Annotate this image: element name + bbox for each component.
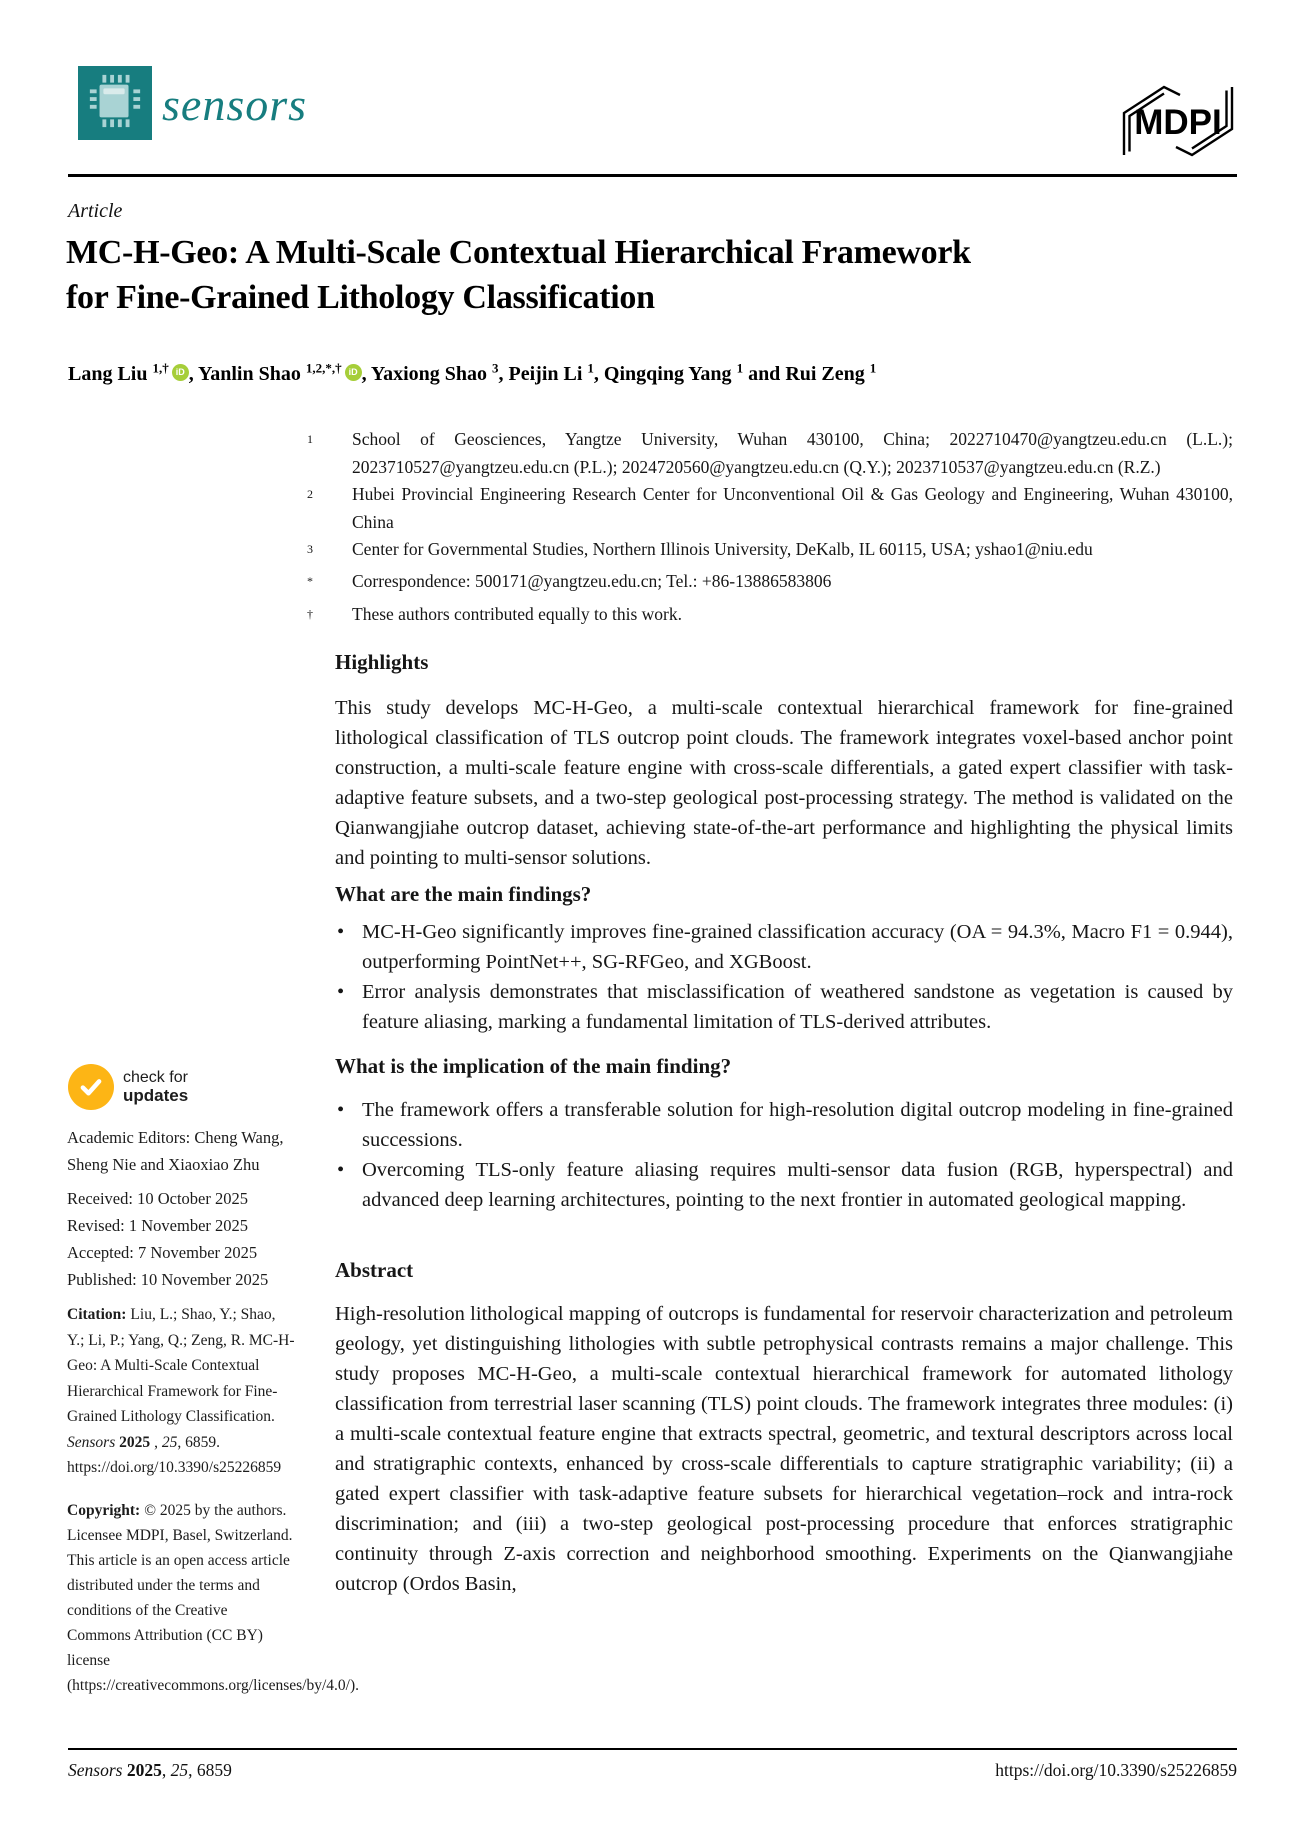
findings-question: What are the main findings?: [335, 881, 592, 906]
academic-editors: Academic Editors: Cheng Wang, Sheng Nie and Xiaoxiao Zhu: [67, 1128, 284, 1174]
check-for-updates-badge[interactable]: [68, 1064, 188, 1110]
list-item: • MC-H-Geo significantly improves fine-grained classification accuracy (OA = 94.3%, Macro F1 = 0.944), outperforming PointNet++, SG-RFGeo, and XGBoost.: [335, 917, 1233, 977]
bullet-icon: •: [337, 1158, 345, 1181]
published-date: Published: 10 November 2025: [67, 1270, 269, 1289]
findings-bullets: [335, 917, 1233, 1037]
citation-label: Citation:: [67, 1306, 127, 1323]
mdpi-logo-text: MDPI: [1134, 103, 1222, 142]
paper-title-line1: MC-H-Geo: A Multi-Scale Contextual Hierarchical Framework: [66, 234, 971, 271]
affiliation-item: $^3$ Center for Governmental Studies, Northern Illinois University, DeKalb, IL 60115, USA; yshao1@niu.edu: [307, 539, 1093, 559]
footer-rule: [68, 1748, 1237, 1750]
badge-line2: updates: [123, 1086, 189, 1105]
journal-name: sensors: [162, 79, 308, 130]
revised-date: Revised: 1 November 2025: [67, 1216, 249, 1235]
chip-icon: [86, 72, 144, 135]
author: Yaxiong Shao $^3$,: [370, 360, 509, 385]
author: Rui Zeng $^1$: [785, 360, 877, 385]
orcid-icon[interactable]: iD: [345, 364, 362, 381]
affiliations-list: [307, 426, 1233, 633]
main-column: [307, 426, 1233, 1599]
mdpi-logo: [1118, 80, 1238, 167]
author: Peijin Li $^1$,: [508, 360, 604, 385]
highlights-intro: This study develops MC-H-Geo, a multi-scale contextual hierarchical framework for fine-grained lithological classification of TLS outcrop point clouds. The framework integrates voxel-based anchor point construction, a multi-scale feature engine with cross-scale differentials, a gated expert classifier with task-adaptive feature subsets, and a two-step geological post-processing strategy. The method is validated on the Qianwangjiahe outcrop dataset, achieving state-of-the-art performance and highlighting the physical limits and pointing to multi-sensor solutions.: [335, 696, 1233, 869]
badge-line1: check for: [123, 1069, 188, 1086]
paper-title-line2: for Fine-Grained Lithology Classification: [66, 279, 655, 316]
bullet-icon: •: [337, 980, 345, 1003]
implication-question: What is the implication of the main finding?: [335, 1053, 732, 1078]
copyright-block: Copyright: © 2025 by the authors. Licensee MDPI, Basel, Switzerland. This article is an open access article distributed under the terms and conditions of the Creative Commons Attribution (CC BY) license (https://creativecommons.org/licenses/by/4.0/).: [67, 1502, 360, 1694]
author: Qingqing Yang $^1$ and: [603, 360, 786, 385]
highlights-heading: Highlights: [335, 649, 429, 674]
list-item: • Error analysis demonstrates that misclassification of weathered sandstone as vegetation is caused by feature aliasing, marking a fundamental limitation of TLS-derived attributes.: [335, 977, 1233, 1037]
citation-doi[interactable]: , 6859. https://doi.org/10.3390/s25226859: [67, 1433, 282, 1476]
bullet-icon: •: [337, 1098, 345, 1121]
author: Yanlin Shao $^{1,2,*,\dagger}$ iD ,: [198, 360, 371, 385]
citation-block: Citation: Liu, L.; Shao, Y.; Shao, Y.; Li, P.; Yang, Q.; Zeng, R. MC-H-Geo: A Multi-Scale Contextual Hierarchical Framework for Fine-Grained Lithology Classification. Sensors 2025 , 25, 6859. https://doi.org/10.3390/s25226859: [67, 1306, 295, 1476]
check-updates-icon: [68, 1064, 114, 1110]
footer-journal-ref: Sensors 2025, 25, 6859: [68, 1760, 232, 1780]
authors-line: [68, 360, 1233, 386]
affiliation-item: $^1$ School of Geosciences, Yangtze University, Wuhan 430100, China; 2022710470@yangtzeu.edu.cn (L.L.); 2023710527@yangtzeu.edu.cn (P.L.); 2024720560@yangtzeu.edu.cn (Q.Y.); 2023710537@yangtzeu.edu.cn (R.Z.): [307, 429, 1233, 477]
copyright-label: Copyright:: [67, 1502, 141, 1519]
footer-doi[interactable]: https://doi.org/10.3390/s25226859: [995, 1760, 1237, 1780]
affiliation-item: $^2$ Hubei Provincial Engineering Research Center for Unconventional Oil & Gas Geology and Engineering, Wuhan 430100, China: [307, 484, 1233, 532]
list-item: • The framework offers a transferable solution for high-resolution digital outcrop modeling in fine-grained successions.: [335, 1095, 1233, 1155]
paper-title: [66, 230, 1186, 320]
accepted-date: Accepted: 7 November 2025: [67, 1243, 258, 1262]
equal-contribution-note: † These authors contributed equally to this work.: [307, 603, 682, 624]
received-date: Received: 10 October 2025: [67, 1189, 248, 1208]
bullet-icon: •: [337, 920, 345, 943]
author: Lang Liu $^{1,\dagger}$ iD ,: [68, 360, 198, 385]
abstract-text: High-resolution lithological mapping of outcrops is fundamental for reservoir characterization and petroleum geology, yet distinguishing lithologies with subtle petrophysical contrasts remains a major challenge. This study proposes MC-H-Geo, a multi-scale contextual hierarchical framework for automated lithology classification from terrestrial laser scanning (TLS) point clouds. The framework integrates three modules: (i) a multi-scale contextual feature engine that extracts spectral, geometric, and textural descriptors across local and stratigraphic contexts, enhanced by cross-scale differentials to capture stratigraphic variability; (ii) a gated expert classifier with task-adaptive feature subsets for hierarchical vegetation–rock and intra-rock discrimination; and (iii) a two-step geological post-processing procedure that enforces stratigraphic continuity through Z-axis correction and neighborhood smoothing. Experiments on the Qianwangjiahe outcrop (Ordos Basin,: [335, 1302, 1233, 1595]
sensors-logo: [78, 66, 152, 140]
article-type-label: Article: [68, 200, 123, 222]
abstract-heading: Abstract: [335, 1257, 414, 1282]
header-rule: [68, 174, 1237, 177]
history-dates: [67, 1185, 299, 1293]
orcid-icon[interactable]: iD: [172, 364, 189, 381]
correspondence-note: * Correspondence: 500171@yangtzeu.edu.cn; Tel.: +86-13886583806: [307, 571, 832, 592]
implication-bullets: [335, 1095, 1233, 1215]
list-item: • Overcoming TLS-only feature aliasing requires multi-sensor data fusion (RGB, hyperspectral) and advanced deep learning architectures, pointing to the next frontier in automated geological mapping.: [335, 1155, 1233, 1215]
